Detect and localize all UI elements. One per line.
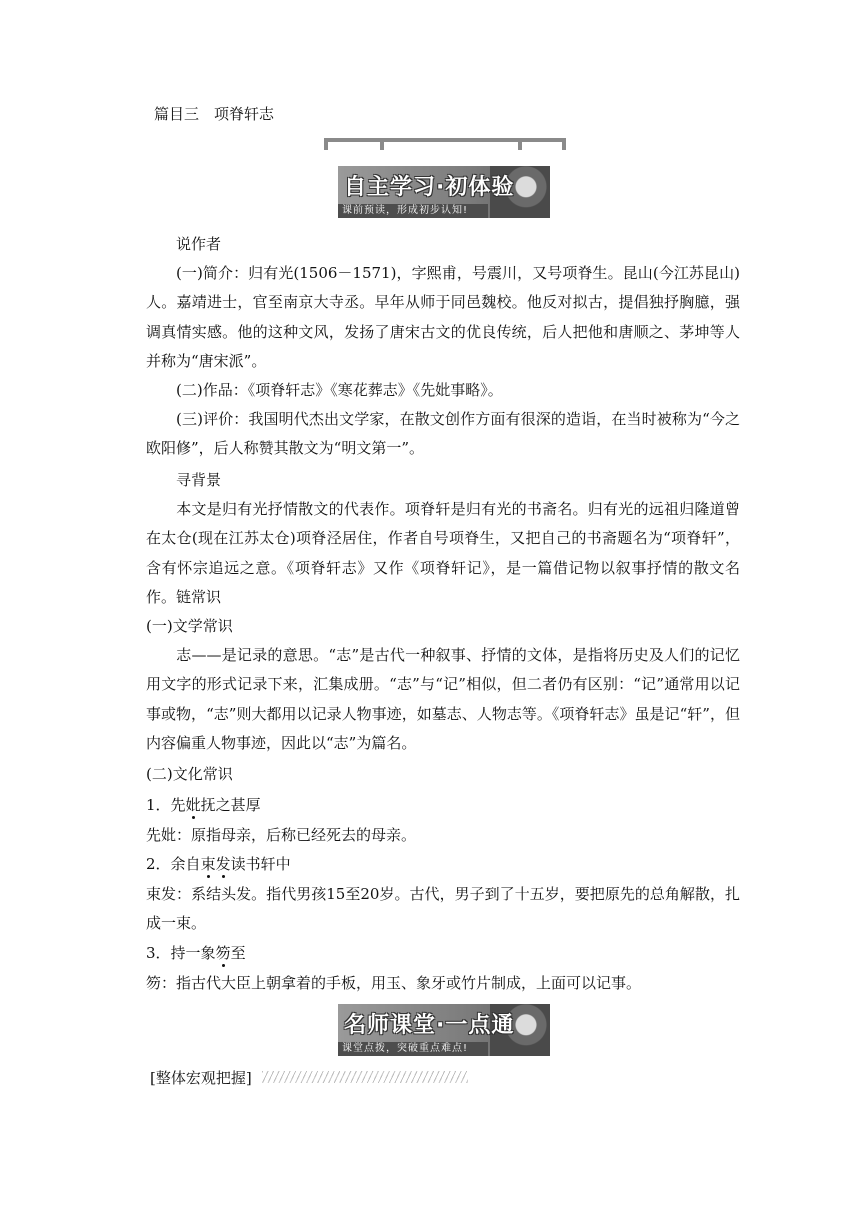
section-heading-knowledge: 链常识 [176,588,222,606]
banner-title: 自主学习·初体验 [344,175,515,200]
subheading-literature: (一)文学常识 [146,617,233,635]
author-evaluation: (三)评价：我国明代杰出文学家，在散文创作方面有很深的造诣，在当时被称为“今之欧阳修”，后人称赞其散文为“明文第一”。 [146,410,740,458]
banner-subtitle: 课前预读，形成初步认知! [338,204,488,218]
hatch-decoration [262,1071,468,1083]
self-study-banner [338,166,550,218]
banner-subtitle: 课堂点拨，突破重点难点! [338,1042,488,1056]
subheading-culture: (二)文化常识 [146,765,233,783]
banner-title: 名师课堂·一点通 [344,1013,515,1038]
author-intro: (一)简介：归有光(1506－1571)，字熙甫，号震川，又号项脊生。昆山(今江苏昆山)人。嘉靖进士，官至南京大寺丞。早年从师于同邑魏校。他反对拟古，提倡独抒胸臆，强调真情实感。他的这种文风，发扬了唐宋古文的优良传统，后人把他和唐顺之、茅坤等人并称为“唐宋派”。 [146,264,740,370]
overall-grasp-label: [整体宏观把握] [150,1069,252,1087]
culture-item-1-desc: 先妣：原指母亲，后称已经死去的母亲。 [146,826,417,844]
page-title: 篇目三 项脊轩志 [154,105,275,123]
background-text: 本文是归有光抒情散文的代表作。项脊轩是归有光的书斋名。归有光的远祖归隆道曾在太仓(现在江苏太仓)项脊泾居住，作者自号项脊生，又把自己的书斋题名为“项脊轩”，含有怀宗追远之意。《项脊轩志》又作《项脊轩记》，是一篇借记物以叙事抒情的散文名作。 [146,500,740,606]
title-bracket-decoration [324,138,566,150]
culture-item-3-desc: 笏：指古代大臣上朝拿着的手板，用玉、象牙或竹片制成，上面可以记事。 [146,974,642,992]
master-class-banner [338,1004,550,1056]
culture-item-3: 3．持一象笏至 [146,944,246,962]
section-heading-author: 说作者 [176,235,222,253]
author-works: (二)作品：《项脊轩志》《寒花葬志》《先妣事略》。 [176,381,503,399]
culture-item-1: 1．先妣抚之甚厚 [146,796,261,814]
culture-item-2-desc: 束发：系结头发。指代男孩15至20岁。古代，男子到了十五岁，要把原先的总角解散，扎成一束。 [146,885,740,933]
section-heading-background: 寻背景 [176,471,222,489]
literature-text: 志——是记录的意思。“志”是古代一种叙事、抒情的文体，是指将历史及人们的记忆用文字的形式记录下来，汇集成册。“志”与“记”相似，但二者仍有区别：“记”通常用以记事或物，“志”则大都用以记录人物事迹，如墓志、人物志等。《项脊轩志》虽是记“轩”，但内容偏重人物事迹，因此以“志”为篇名。 [146,646,740,752]
culture-item-2: 2．余自束发读书轩中 [146,855,291,873]
